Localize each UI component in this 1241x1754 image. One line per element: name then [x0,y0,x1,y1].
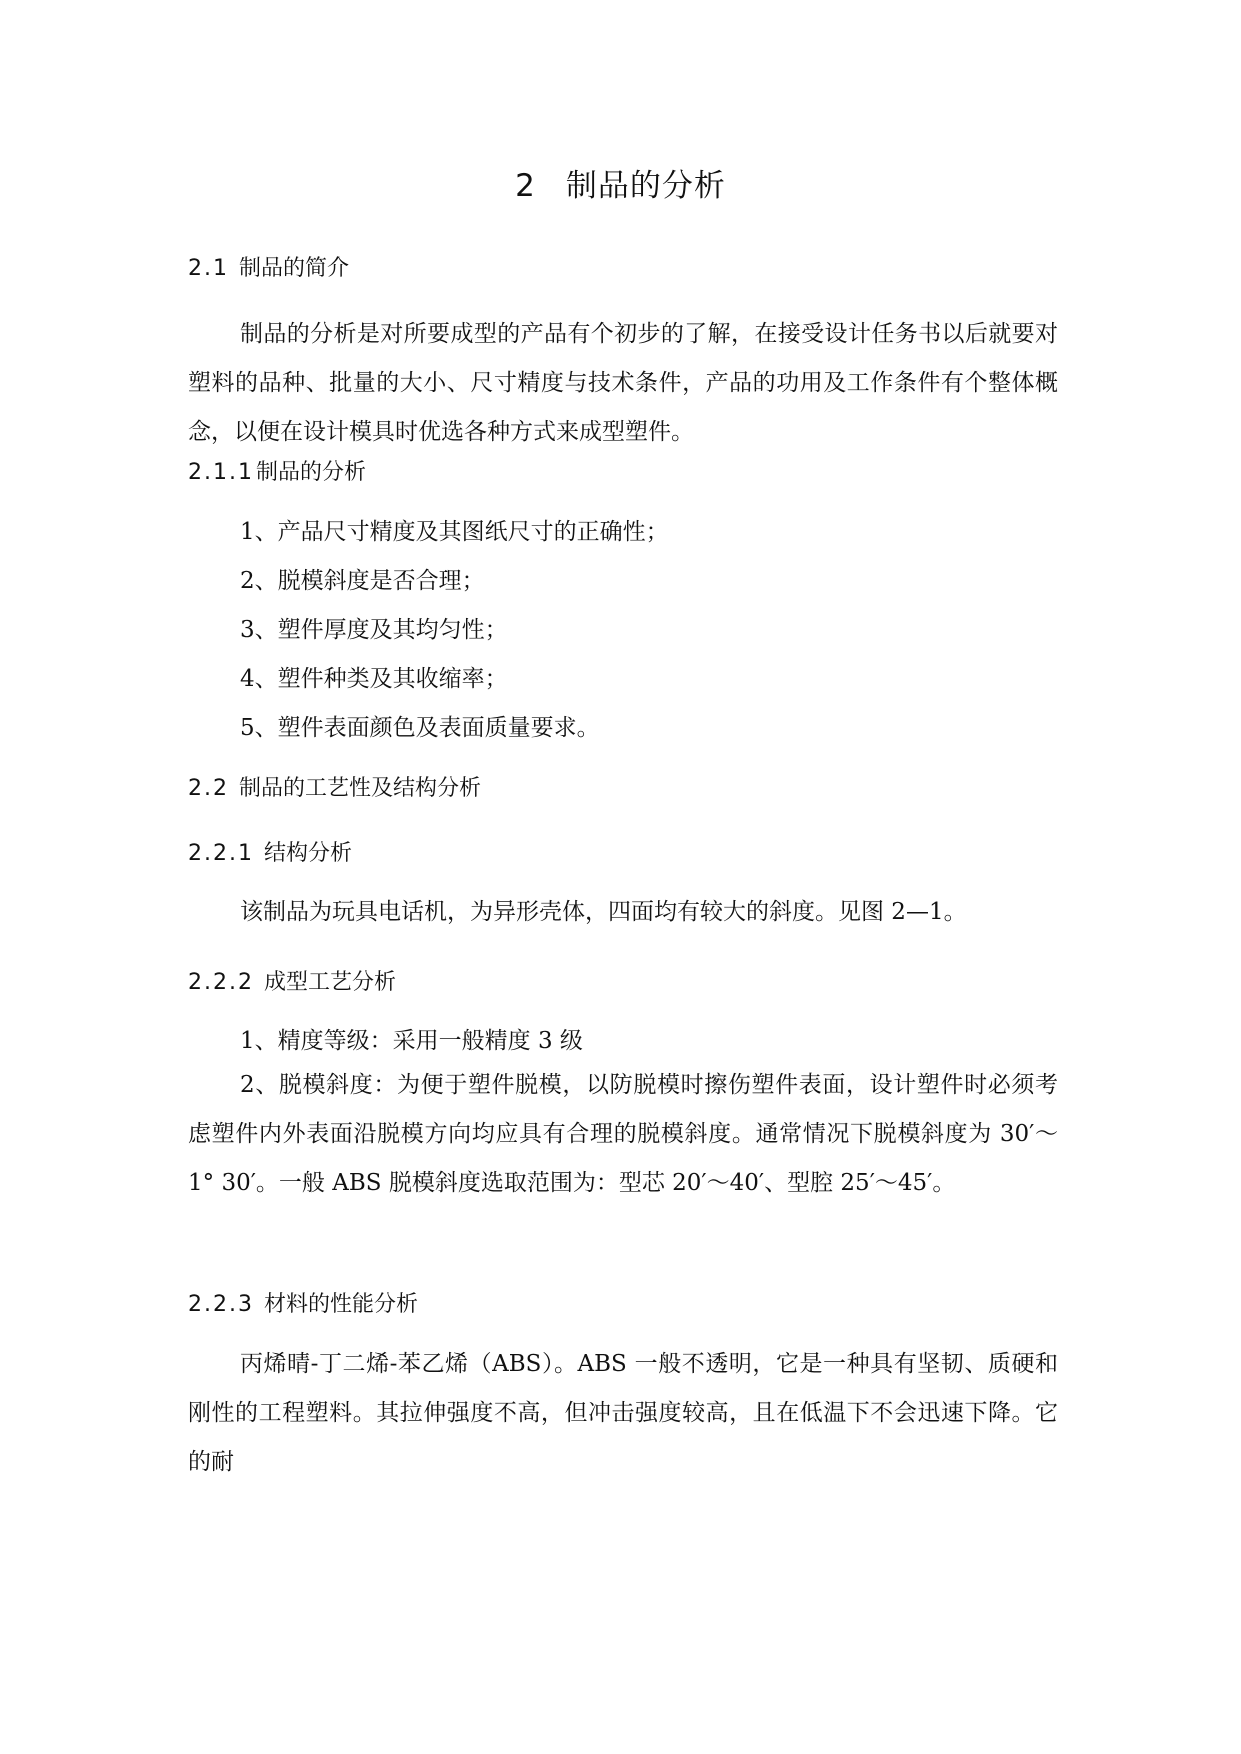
section-title: 制品的分析 [255,460,366,485]
section-number: 2.2.3 [188,1292,254,1317]
analysis-item: 4、塑件种类及其收缩率； [240,666,508,692]
section-heading-2-1 [188,251,349,282]
analysis-item: 1、产品尺寸精度及其图纸尺寸的正确性； [240,519,669,545]
paragraph-draft: 2、脱模斜度：为便于塑件脱模，以防脱模时擦伤塑件表面，设计塑件时必须考虑塑件内外表面沿脱模方向均应具有合理的脱模斜度。通常情况下脱模斜度为 30′～1° 30′。一般 ABS 脱模斜度选取范围为：型芯 20′～40′、型腔 25′～45′。 [188,1072,1058,1196]
paragraph-material: 丙烯晴-丁二烯-苯乙烯（ABS）。ABS 一般不透明，它是一种具有坚韧、质硬和刚性的工程塑料。其拉伸强度不高，但冲击强度较高，且在低温下不会迅速下降。它的耐 [188,1351,1058,1475]
analysis-item: 5、塑件表面颜色及表面质量要求。 [240,715,600,741]
chapter-title-text: 制品的分析 [565,168,726,204]
section-number: 2.2 [188,776,229,801]
chapter-title [0,160,1241,205]
section-number: 2.1 [188,256,229,281]
chapter-number: 2 [515,168,536,204]
section-title: 制品的简介 [239,256,350,281]
section-heading-2-2 [188,771,481,802]
analysis-item: 2、脱模斜度是否合理； [240,568,485,594]
section-number: 2.2.2 [188,970,254,995]
section-heading-2-2-3 [188,1287,418,1318]
section-title: 材料的性能分析 [263,1292,418,1317]
section-title: 成型工艺分析 [263,970,396,995]
section-title: 制品的工艺性及结构分析 [239,776,482,801]
analysis-item: 3、塑件厚度及其均匀性； [240,617,508,643]
section-number: 2.1.1 [188,460,254,485]
paragraph-intro: 制品的分析是对所要成型的产品有个初步的了解，在接受设计任务书以后就要对塑料的品种、批量的大小、尺寸精度与技术条件，产品的功用及工作条件有个整体概念，以便在设计模具时优选各种方式来成型塑件。 [188,321,1058,445]
process-item-precision: 1、精度等级：采用一般精度 3 级 [240,1028,583,1054]
paragraph-structure: 该制品为玩具电话机，为异形壳体，四面均有较大的斜度。见图 2—1。 [240,899,967,925]
section-heading-2-2-2 [188,965,396,996]
section-title: 结构分析 [263,841,352,866]
section-heading-2-1-1 [188,455,366,486]
section-heading-2-2-1 [188,836,352,867]
section-number: 2.2.1 [188,841,254,866]
